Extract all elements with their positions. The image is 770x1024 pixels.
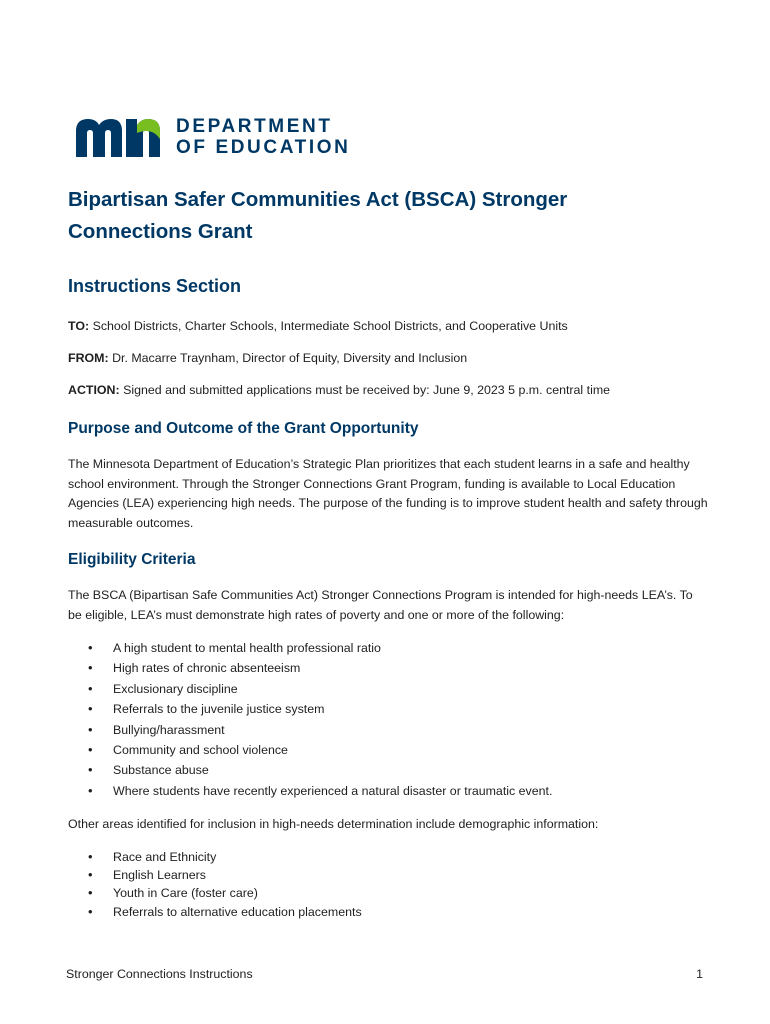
to-line (68, 319, 568, 333)
instructions-heading: Instructions Section (68, 276, 242, 296)
purpose-heading: Purpose and Outcome of the Grant Opportunity (68, 420, 419, 437)
eligibility-heading: Eligibility Criteria (68, 551, 196, 568)
list-item: • Substance abuse (68, 760, 552, 780)
other-areas-list (68, 848, 362, 921)
list-item: • Exclusionary discipline (68, 679, 552, 699)
other-areas-intro: Other areas identified for inclusion in high-needs determination include demographic information: (68, 817, 599, 831)
list-item: • Youth in Care (foster care) (68, 884, 362, 902)
list-item: • Where students have recently experienced a natural disaster or traumatic event. (68, 781, 552, 801)
page-number: 1 (696, 967, 703, 981)
from-value: Dr. Macarre Traynham, Director of Equity, Diversity and Inclusion (112, 351, 468, 365)
to-label: TO: (68, 319, 90, 333)
purpose-paragraph: The Minnesota Department of Education’s Strategic Plan prioritizes that each student learns in a safe and healthy school environment. Through the Stronger Connections Grant Program, funding is available to Local Education Agencies (LEA) experiencing high needs. The purpose of the funding is to improve student health and safety through measurable outcomes. (68, 457, 708, 530)
list-item: • Bullying/harassment (68, 720, 552, 740)
logo-line-1: DEPARTMENT (176, 116, 333, 137)
list-item: • High rates of chronic absenteeism (68, 658, 552, 678)
list-item: • English Learners (68, 866, 362, 884)
from-label: FROM: (68, 351, 109, 365)
document-title: Bipartisan Safer Communities Act (BSCA) Stronger Connections Grant (68, 188, 568, 243)
from-line (68, 351, 467, 365)
eligibility-intro: The BSCA (Bipartisan Safe Communities Act) Stronger Connections Program is intended for high-needs LEA’s. To be eligible, LEA’s must demonstrate high rates of poverty and one or more of the following: (68, 588, 693, 622)
mn-logo-icon (76, 117, 160, 157)
action-line (68, 383, 610, 397)
criteria-list (68, 638, 552, 801)
list-item: • Referrals to alternative education placements (68, 903, 362, 921)
action-label: ACTION: (68, 383, 120, 397)
logo-line-2: OF EDUCATION (176, 137, 351, 158)
list-item: • Race and Ethnicity (68, 848, 362, 866)
department-logo (76, 116, 350, 158)
to-value: School Districts, Charter Schools, Intermediate School Districts, and Cooperative Units (92, 319, 568, 333)
list-item: • Referrals to the juvenile justice system (68, 699, 552, 719)
logo-wordmark (176, 116, 350, 158)
list-item: • Community and school violence (68, 740, 552, 760)
footer-title: Stronger Connections Instructions (66, 967, 253, 981)
list-item: • A high student to mental health professional ratio (68, 638, 552, 658)
action-value: Signed and submitted applications must be received by: June 9, 2023 5 p.m. central time (123, 383, 611, 397)
